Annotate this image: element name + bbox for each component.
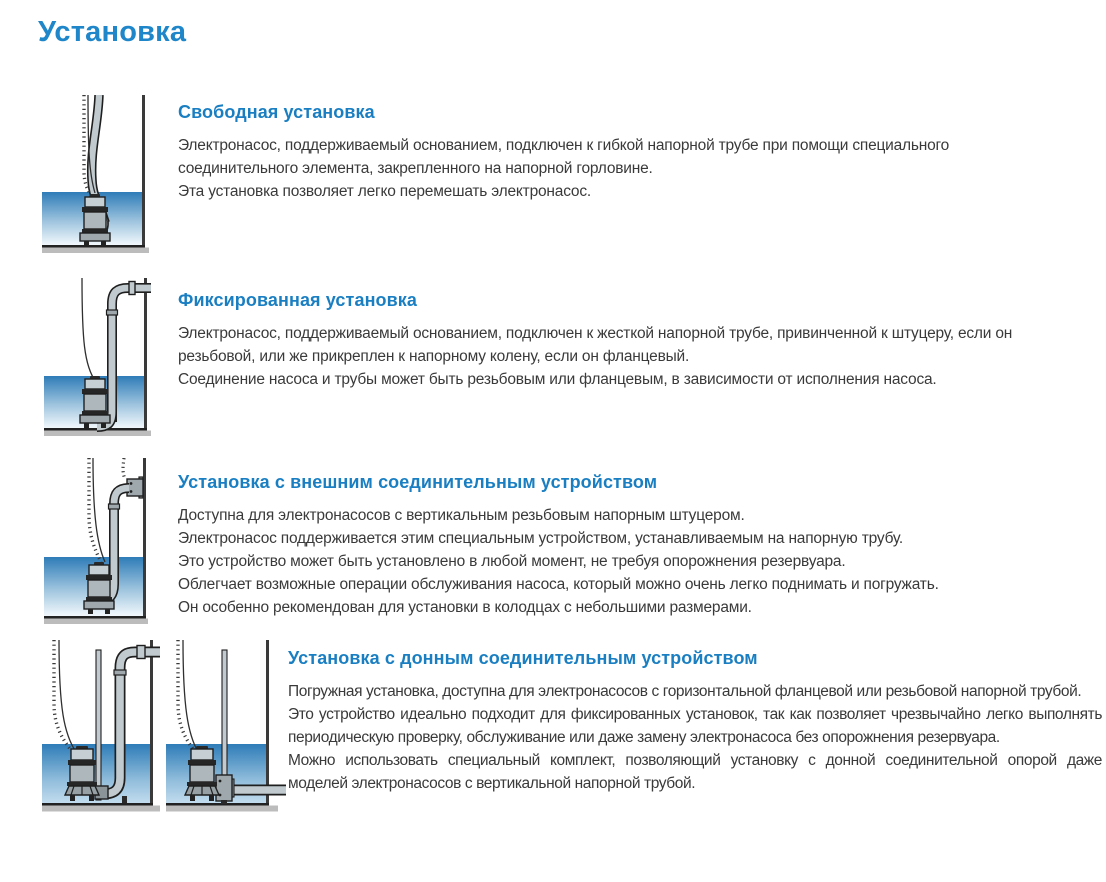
page-title: Установка xyxy=(38,16,187,48)
external-coupling-drawing xyxy=(44,458,148,626)
tank-floor-line xyxy=(42,245,145,248)
bottom-coupling-horizontal-drawing xyxy=(166,640,286,818)
bottom-coupling-horizontal-figure xyxy=(166,640,286,818)
section-fixed-installation xyxy=(178,290,1054,391)
section-paragraph: Эта установка позволяет легко перемешать электронасос. xyxy=(178,183,591,200)
tank-floor-line xyxy=(166,803,269,806)
pump-graphic xyxy=(80,194,110,246)
tank-floor xyxy=(42,248,149,254)
power-cable xyxy=(183,640,198,752)
power-cable xyxy=(59,640,76,752)
section-paragraph: Соединение насоса и трубы может быть резьбовым или фланцевым, в зависимости от исполнения насоса. xyxy=(178,371,937,388)
free-installation-figure xyxy=(42,95,149,260)
section-external-coupling xyxy=(178,472,1058,619)
tank-wall xyxy=(266,640,269,803)
tank-wall xyxy=(144,278,147,428)
bottom-coupling-riser-drawing xyxy=(42,640,160,818)
pump-graphic xyxy=(80,376,110,428)
section-paragraph: Это устройство идеально подходит для фиксированных установок, так как позволяет чрезвычайно легко выполнять периодическую проверку, обслуживание или даже замену электронасоса без опорожнения резервуара. xyxy=(288,706,1102,746)
power-cable xyxy=(93,458,105,562)
tank-floor xyxy=(42,806,160,812)
tank-floor xyxy=(166,806,278,812)
section-heading: Установка с внешним соединительным устройством xyxy=(178,472,658,492)
section-heading: Свободная установка xyxy=(178,102,375,122)
section-bottom-coupling xyxy=(288,648,1102,795)
lifting-chain xyxy=(178,640,194,750)
section-paragraph: Погружная установка, доступна для электронасосов с горизонтальной фланцевой или резьбовой напорной трубой. xyxy=(288,683,1082,700)
section-paragraph: Можно использовать специальный комплект, позволяющий установку с донной соединительной опорой даже моделей электронасосов с вертикальной напорной трубой. xyxy=(288,752,1102,792)
lifting-chain xyxy=(54,640,71,750)
section-paragraph: Это устройство может быть установлено в любой момент, не требуя опорожнения резервуара. xyxy=(178,553,846,570)
fixed-installation-drawing xyxy=(44,278,151,443)
tank-floor-line xyxy=(44,428,147,431)
section-paragraph: Доступна для электронасосов с вертикальным резьбовым напорным штуцером. xyxy=(178,507,745,524)
free-installation-drawing xyxy=(42,95,149,260)
section-paragraph: Электронасос, поддерживаемый основанием, подключен к гибкой напорной трубе при помощи специального соединительного элемента, закрепленного на напорной горловине. xyxy=(178,137,950,177)
tank-floor xyxy=(44,619,148,625)
section-paragraph: Электронасос поддерживается этим специальным устройством, устанавливаемым на напорную трубу. xyxy=(178,530,904,547)
guide-rail xyxy=(222,650,227,786)
device-chain xyxy=(123,458,125,479)
section-paragraph: Электронасос, поддерживаемый основанием, подключен к жесткой напорной трубе, привинченной к штуцеру, если он резьбовой, или же прикреплен к напорному колену, если он фланцевый. xyxy=(178,325,1013,365)
bottom-coupling xyxy=(216,775,234,804)
tank-floor-line xyxy=(44,616,146,619)
pump-graphic xyxy=(84,562,114,614)
bottom-coupling-riser-figure xyxy=(42,640,160,818)
tank-floor-line xyxy=(42,803,153,806)
fixed-installation-figure xyxy=(44,278,151,443)
external-coupling-figure xyxy=(44,458,148,626)
tank-wall xyxy=(142,95,145,245)
section-free-installation xyxy=(178,102,1058,203)
section-paragraph: Он особенно рекомендован для установки в колодцах с небольшими размерами. xyxy=(178,599,752,616)
guide-rail xyxy=(96,650,101,800)
power-cable xyxy=(82,278,96,382)
tank-wall xyxy=(150,640,153,803)
section-heading: Фиксированная установка xyxy=(178,290,418,310)
coupling-device xyxy=(127,477,143,498)
section-paragraph: Облегчает возможные операции обслуживания насоса, который можно очень легко поднимать и погружать. xyxy=(178,576,939,593)
section-heading: Установка с донным соединительным устройством xyxy=(288,648,758,668)
